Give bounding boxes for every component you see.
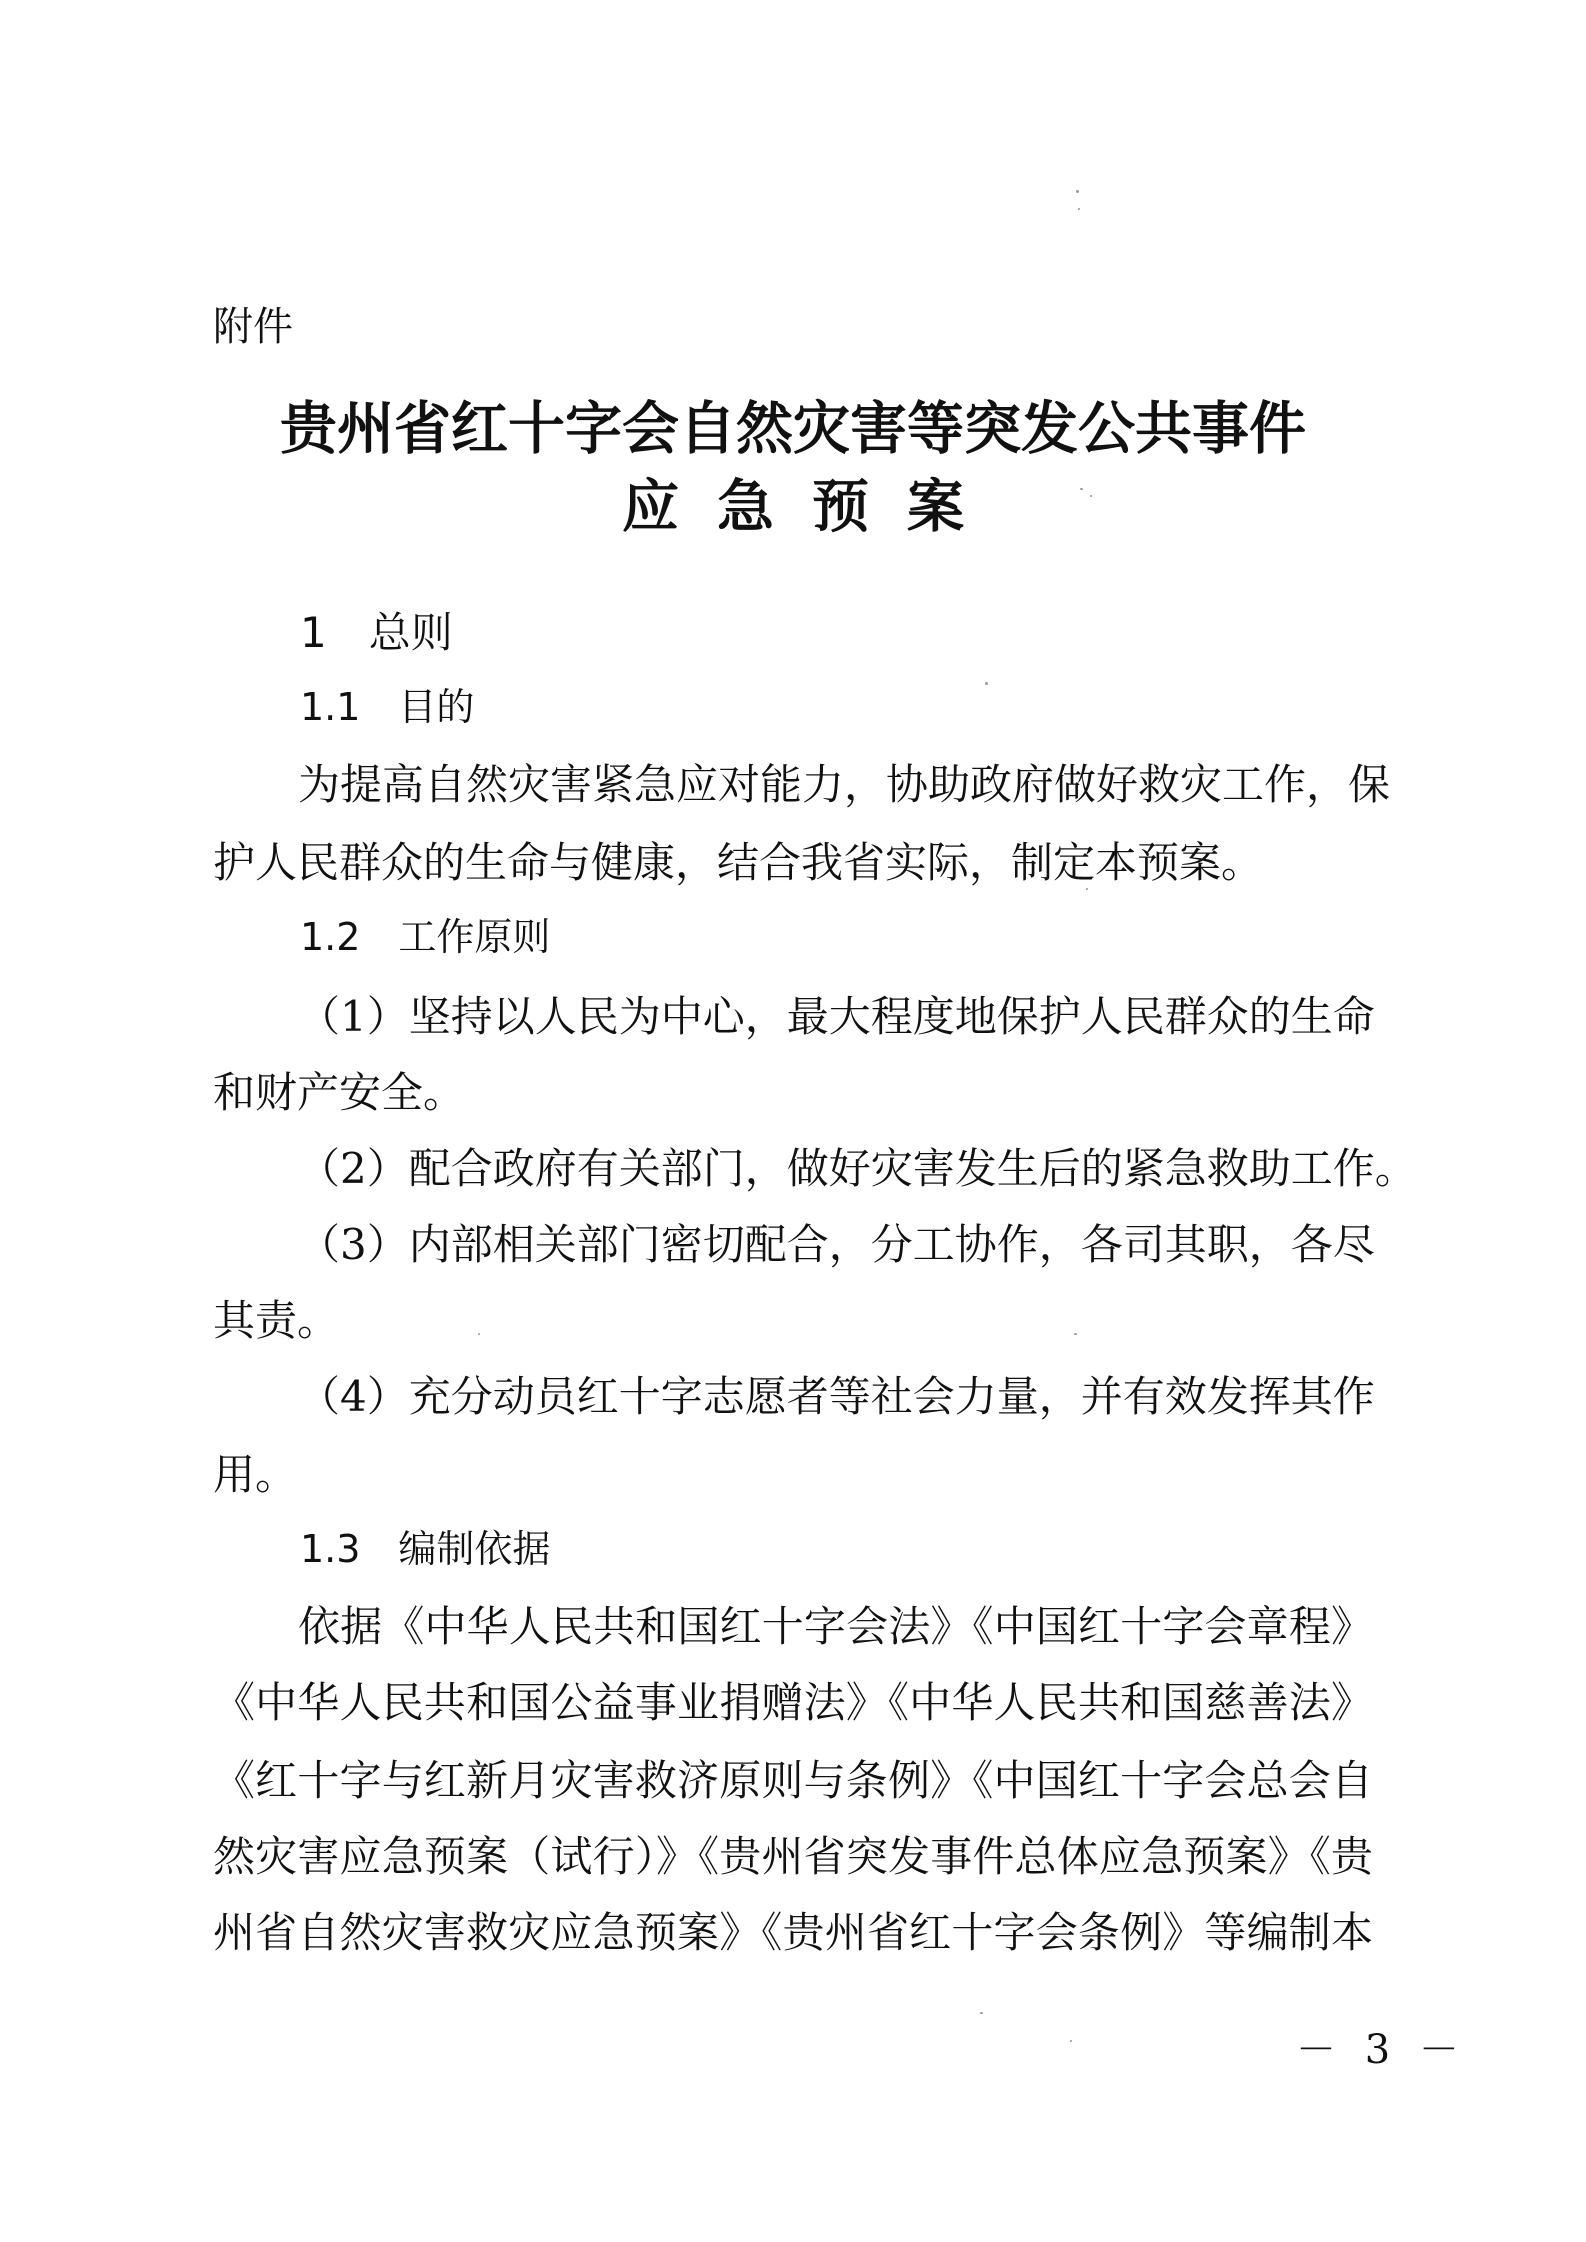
attachment-label: 附件 [213, 304, 293, 350]
scan-speck [1080, 488, 1083, 490]
scan-speck [980, 2012, 983, 2014]
paragraph-line: （4）充分动员红十字志愿者等社会力量，并有效发挥其作 [298, 1372, 1375, 1421]
section-1-1-heading: 1.1 目的 [300, 685, 475, 729]
paragraph-line: 依据《中华人民共和国红十字会法》《中国红十字会章程》 [298, 1602, 1373, 1651]
section-1-2-heading: 1.2 工作原则 [300, 915, 551, 959]
scan-speck [1090, 495, 1092, 497]
paragraph-line: 为提高自然灾害紧急应对能力，协助政府做好救灾工作，保 [298, 760, 1391, 809]
document-title-line-2: 应急预案 [622, 473, 1002, 540]
paragraph-line: 护人民群众的生命与健康，结合我省实际，制定本预案。 [213, 838, 1264, 887]
scan-speck [1086, 888, 1088, 890]
section-1-heading: 1 总则 [300, 608, 453, 657]
paragraph-line: 用。 [213, 1450, 298, 1499]
paragraph-line: 《红十字与红新月灾害救济原则与条例》《中国红十字会总会自 [213, 1756, 1373, 1805]
paragraph-line: （2）配合政府有关部门，做好灾害发生后的紧急救助工作。 [298, 1144, 1417, 1193]
section-1-3-heading: 1.3 编制依据 [300, 1527, 551, 1571]
scan-speck [1070, 2040, 1072, 2042]
scan-speck [1074, 1333, 1077, 1335]
paragraph-line: 然灾害应急预案（试行）》《贵州省突发事件总体应急预案》《贵 [213, 1832, 1373, 1881]
paragraph-line: 和财产安全。 [213, 1068, 466, 1117]
page-number: － 3 － [1296, 2027, 1467, 2073]
paragraph-line: （1）坚持以人民为中心，最大程度地保护人民群众的生命 [298, 992, 1375, 1041]
paragraph-line: 州省自然灾害救灾应急预案》《贵州省红十字会条例》等编制本 [213, 1908, 1373, 1957]
paragraph-line: 《中华人民共和国公益事业捐赠法》《中华人民共和国慈善法》 [213, 1678, 1373, 1727]
scan-speck [1078, 208, 1080, 210]
paragraph-line: （3）内部相关部门密切配合，分工协作，各司其职，各尽 [298, 1220, 1375, 1269]
document-title-line-1: 贵州省红十字会自然灾害等突发公共事件 [280, 395, 1306, 462]
scan-speck [1076, 190, 1079, 193]
scan-speck [985, 682, 988, 685]
scan-speck [478, 1333, 480, 1335]
paragraph-line: 其责。 [213, 1296, 340, 1345]
